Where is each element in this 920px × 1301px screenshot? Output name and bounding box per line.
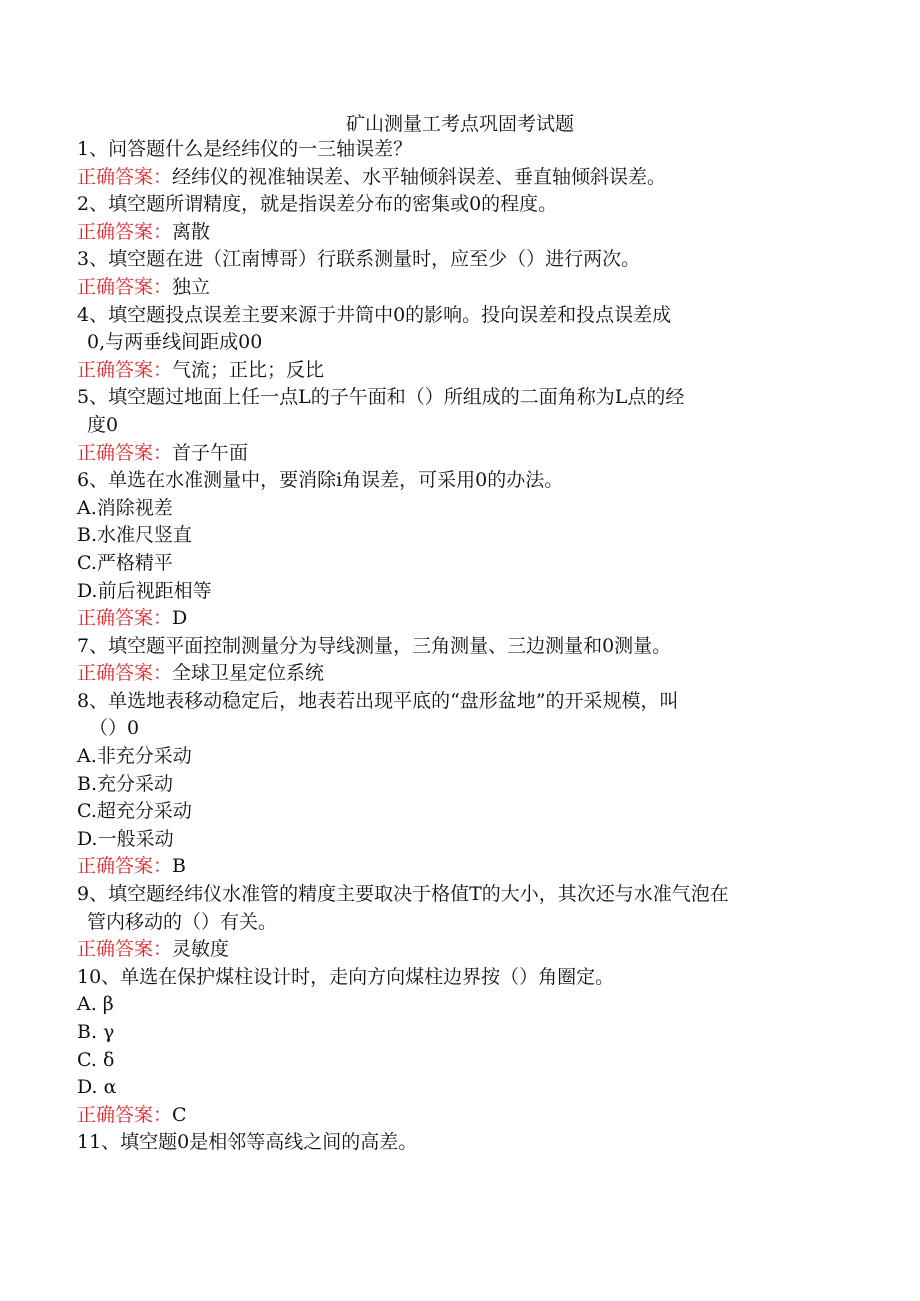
question-text: 4、填空题投点误差主要来源于井筒中0的影响。投向误差和投点误差成 xyxy=(77,303,672,326)
question-11 xyxy=(77,1129,837,1157)
question-10 xyxy=(77,964,837,1130)
answer-option: D.前后视距相等 xyxy=(77,579,212,602)
answer-option: B. γ xyxy=(77,1021,115,1043)
correct-answer-label: 正确答案： xyxy=(77,855,173,878)
correct-answer-value: 离散 xyxy=(172,220,211,243)
answer-option: C.超充分采动 xyxy=(77,800,192,823)
question-4 xyxy=(77,302,837,385)
question-text: 5、填空题过地面上任一点L的子午面和（）所组成的二面角称为L点的经 xyxy=(77,386,685,409)
correct-answer-label: 正确答案： xyxy=(77,275,173,298)
answer-option: A.消除视差 xyxy=(77,496,173,519)
question-5 xyxy=(77,384,837,467)
correct-answer-label: 正确答案： xyxy=(77,358,173,381)
question-text: 2、填空题所谓精度，就是指误差分布的密集或0的程度。 xyxy=(77,193,558,216)
question-text: 1、问答题什么是经纬仪的一三轴误差？ xyxy=(77,138,413,160)
correct-answer-value: 气流；正比；反比 xyxy=(172,358,325,381)
correct-answer xyxy=(77,357,837,385)
correct-answer xyxy=(77,853,837,881)
question-text: 9、填空题经纬仪水准管的精度主要取决于格值T的大小，其次还与水准气泡在 xyxy=(77,883,729,906)
question-text: 10、单选在保护煤柱设计时，走向方向煤柱边界按（）角圈定。 xyxy=(77,965,615,988)
question-7 xyxy=(77,633,837,688)
question-text-continued: 度0 xyxy=(87,413,119,436)
correct-answer-value: 经纬仪的视准轴误差、水平轴倾斜误差、垂直轴倾斜误差。 xyxy=(172,165,667,188)
correct-answer xyxy=(77,274,837,302)
correct-answer-value: 首子午面 xyxy=(172,441,249,464)
correct-answer xyxy=(77,1102,837,1130)
answer-option: C. δ xyxy=(77,1048,115,1071)
correct-answer-label: 正确答案： xyxy=(77,938,173,961)
document-title: 矿山测量工考点巩固考试题 xyxy=(345,113,574,135)
correct-answer-value: 全球卫星定位系统 xyxy=(172,662,325,685)
question-text: 11、填空题0是相邻等高线之间的高差。 xyxy=(77,1131,418,1154)
correct-answer-value: C xyxy=(172,1103,187,1126)
correct-answer xyxy=(77,440,837,468)
correct-answer-label: 正确答案： xyxy=(77,441,173,464)
question-text-continued: （）0 xyxy=(89,717,140,740)
question-3 xyxy=(77,246,837,301)
question-9 xyxy=(77,881,837,964)
correct-answer-label: 正确答案： xyxy=(77,1103,173,1126)
correct-answer-label: 正确答案： xyxy=(77,220,173,243)
question-text: 6、单选在水准测量中，要消除i角误差，可采用0的办法。 xyxy=(77,469,564,492)
correct-answer-value: 独立 xyxy=(172,275,211,298)
correct-answer-value: B xyxy=(172,855,186,878)
answer-option: B.充分采动 xyxy=(77,772,174,795)
question-text: 7、填空题平面控制测量分为导线测量，三角测量、三边测量和0测量。 xyxy=(77,634,672,657)
correct-answer xyxy=(77,219,837,247)
answer-option: B.水准尺竖直 xyxy=(77,524,193,547)
question-8 xyxy=(77,688,837,881)
answer-option: D.一般采动 xyxy=(77,827,174,850)
correct-answer xyxy=(77,605,837,633)
correct-answer xyxy=(77,164,837,192)
question-text-continued: 管内移动的（）有关。 xyxy=(87,910,278,933)
answer-option: D. α xyxy=(77,1076,117,1099)
correct-answer-value: D xyxy=(172,607,188,630)
question-text: 3、填空题在进（江南博哥）行联系测量时，应至少（）进行两次。 xyxy=(77,248,641,271)
question-1 xyxy=(77,136,837,191)
correct-answer-label: 正确答案： xyxy=(77,662,173,685)
correct-answer-label: 正确答案： xyxy=(77,607,173,630)
question-list xyxy=(77,136,837,1157)
correct-answer xyxy=(77,936,837,964)
answer-option: A.非充分采动 xyxy=(77,745,192,768)
question-2 xyxy=(77,191,837,246)
answer-option: A. β xyxy=(77,993,114,1016)
correct-answer-value: 灵敏度 xyxy=(172,938,230,961)
answer-option: C.严格精平 xyxy=(77,551,173,574)
correct-answer-label: 正确答案： xyxy=(77,165,173,188)
question-text: 8、单选地表移动稳定后，地表若出现平底的“盘形盆地”的开采规模，叫 xyxy=(77,689,679,712)
question-6 xyxy=(77,467,837,633)
correct-answer xyxy=(77,660,837,688)
question-text-continued: 0,与两垂线间距成00 xyxy=(87,331,263,354)
